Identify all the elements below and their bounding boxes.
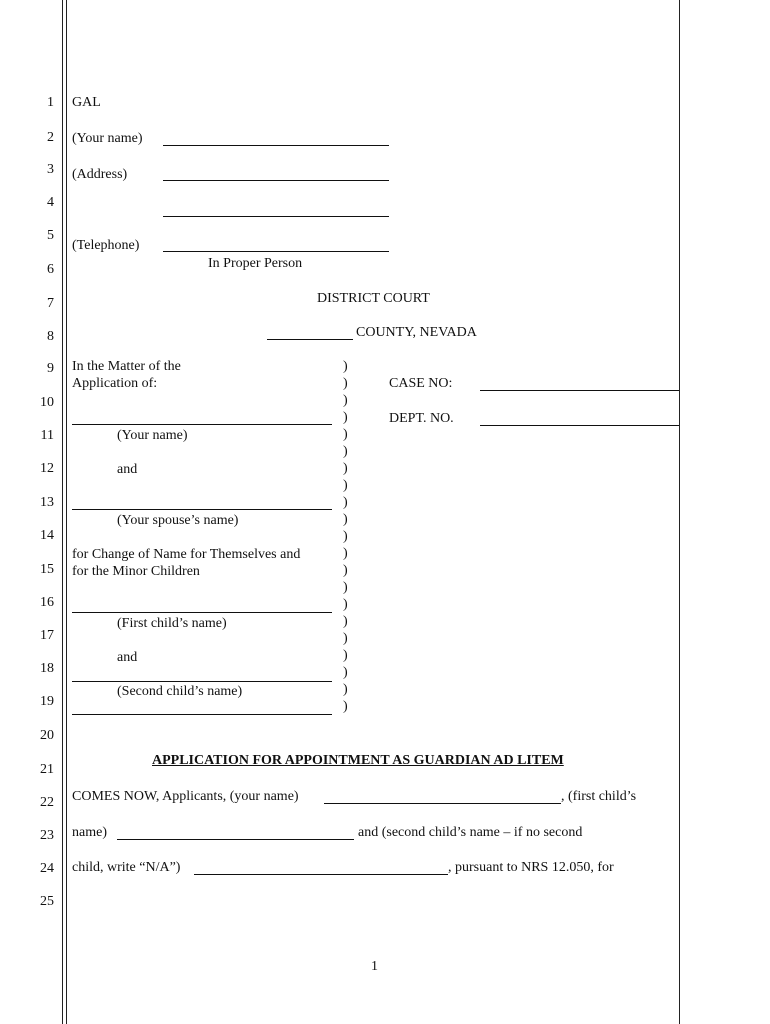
caption-paren: ) [343, 512, 348, 527]
line-number: 9 [47, 361, 54, 376]
caption-paren: ) [343, 495, 348, 510]
your-name-label: (Your name) [72, 131, 143, 146]
and-label-1: and [117, 462, 138, 477]
second-child-body-field[interactable] [194, 874, 448, 875]
caption-paren: ) [343, 699, 348, 714]
line-number: 6 [47, 262, 54, 277]
first-child-caption: (First child’s name) [117, 616, 227, 631]
address-field-1[interactable] [163, 180, 389, 181]
line-number: 11 [40, 428, 54, 443]
spouse-name-field[interactable] [72, 509, 332, 510]
line-number: 24 [40, 861, 54, 876]
line-22-text-a: COMES NOW, Applicants, (your name) [72, 789, 299, 804]
caption-paren: ) [343, 427, 348, 442]
and-label-2: and [117, 650, 138, 665]
second-child-caption: (Second child’s name) [117, 684, 243, 699]
caption-paren: ) [343, 580, 348, 595]
gal-label: GAL [72, 95, 101, 110]
caption-paren: ) [343, 410, 348, 425]
caption-paren: ) [343, 665, 348, 680]
matter-line-2: Application of: [72, 376, 158, 391]
line-number: 8 [47, 329, 54, 344]
second-child-name-field-upper[interactable] [72, 681, 332, 682]
line-number: 19 [40, 694, 54, 709]
line-24-text-b: , pursuant to NRS 12.050, for [448, 860, 614, 875]
caption-paren: ) [343, 461, 348, 476]
line-23-text-a: name) [72, 825, 107, 840]
line-number: 4 [47, 195, 54, 210]
line-number: 15 [40, 562, 54, 577]
spouse-name-caption: (Your spouse’s name) [117, 513, 239, 528]
caption-paren: ) [343, 444, 348, 459]
county-label: COUNTY, NEVADA [356, 325, 477, 340]
court-name: DISTRICT COURT [317, 291, 430, 306]
case-no-field[interactable] [480, 390, 679, 391]
caption-paren: ) [343, 529, 348, 544]
line-22-text-b: , (first child’s [561, 789, 637, 804]
line-number: 5 [47, 228, 54, 243]
line-number: 14 [40, 528, 54, 543]
matter-line-1: In the Matter of the [72, 359, 181, 374]
line-number: 1 [47, 95, 54, 110]
caption-paren: ) [343, 614, 348, 629]
caption-paren: ) [343, 631, 348, 646]
caption-paren: ) [343, 478, 348, 493]
line-number: 2 [47, 130, 54, 145]
county-field[interactable] [267, 339, 353, 340]
telephone-label: (Telephone) [72, 238, 140, 253]
case-no-label: CASE NO: [389, 376, 453, 391]
applicant-name-field[interactable] [72, 424, 332, 425]
line-23-text-b: and (second child’s name – if no second [358, 825, 583, 840]
dept-no-field[interactable] [480, 425, 679, 426]
caption-paren: ) [343, 648, 348, 663]
address-field-2[interactable] [163, 216, 389, 217]
document-title: APPLICATION FOR APPOINTMENT AS GUARDIAN AD LITEM [152, 753, 564, 768]
line-number: 18 [40, 661, 54, 676]
line-24-text-a: child, write “N/A”) [72, 860, 181, 875]
caption-paren: ) [343, 597, 348, 612]
line-number: 23 [40, 828, 54, 843]
change-line-1: for Change of Name for Themselves and [72, 547, 301, 562]
line-number: 10 [40, 395, 54, 410]
first-child-name-field[interactable] [72, 612, 332, 613]
line-number: 16 [40, 595, 54, 610]
line-number: 7 [47, 296, 54, 311]
caption-paren: ) [343, 376, 348, 391]
margin-rule-left-2 [66, 0, 67, 1024]
caption-paren: ) [343, 359, 348, 374]
line-number: 22 [40, 795, 54, 810]
second-child-name-field-lower[interactable] [72, 714, 332, 715]
line-number: 20 [40, 728, 54, 743]
caption-paren: ) [343, 563, 348, 578]
change-line-2: for the Minor Children [72, 564, 200, 579]
your-name-field[interactable] [163, 145, 389, 146]
telephone-field[interactable] [163, 251, 389, 252]
line-number: 12 [40, 461, 54, 476]
line-number: 3 [47, 162, 54, 177]
your-name-caption: (Your name) [117, 428, 188, 443]
line-number: 17 [40, 628, 54, 643]
caption-paren: ) [343, 546, 348, 561]
page-number: 1 [371, 959, 378, 974]
line-number: 13 [40, 495, 54, 510]
in-proper-person-label: In Proper Person [208, 256, 303, 271]
line-number: 21 [40, 762, 54, 777]
applicant-names-field[interactable] [324, 803, 561, 804]
margin-rule-right [679, 0, 680, 1024]
caption-paren: ) [343, 682, 348, 697]
caption-paren: ) [343, 393, 348, 408]
margin-rule-left-1 [62, 0, 63, 1024]
address-label: (Address) [72, 167, 128, 182]
dept-no-label: DEPT. NO. [389, 411, 454, 426]
first-child-body-field[interactable] [117, 839, 354, 840]
line-number: 25 [40, 894, 54, 909]
